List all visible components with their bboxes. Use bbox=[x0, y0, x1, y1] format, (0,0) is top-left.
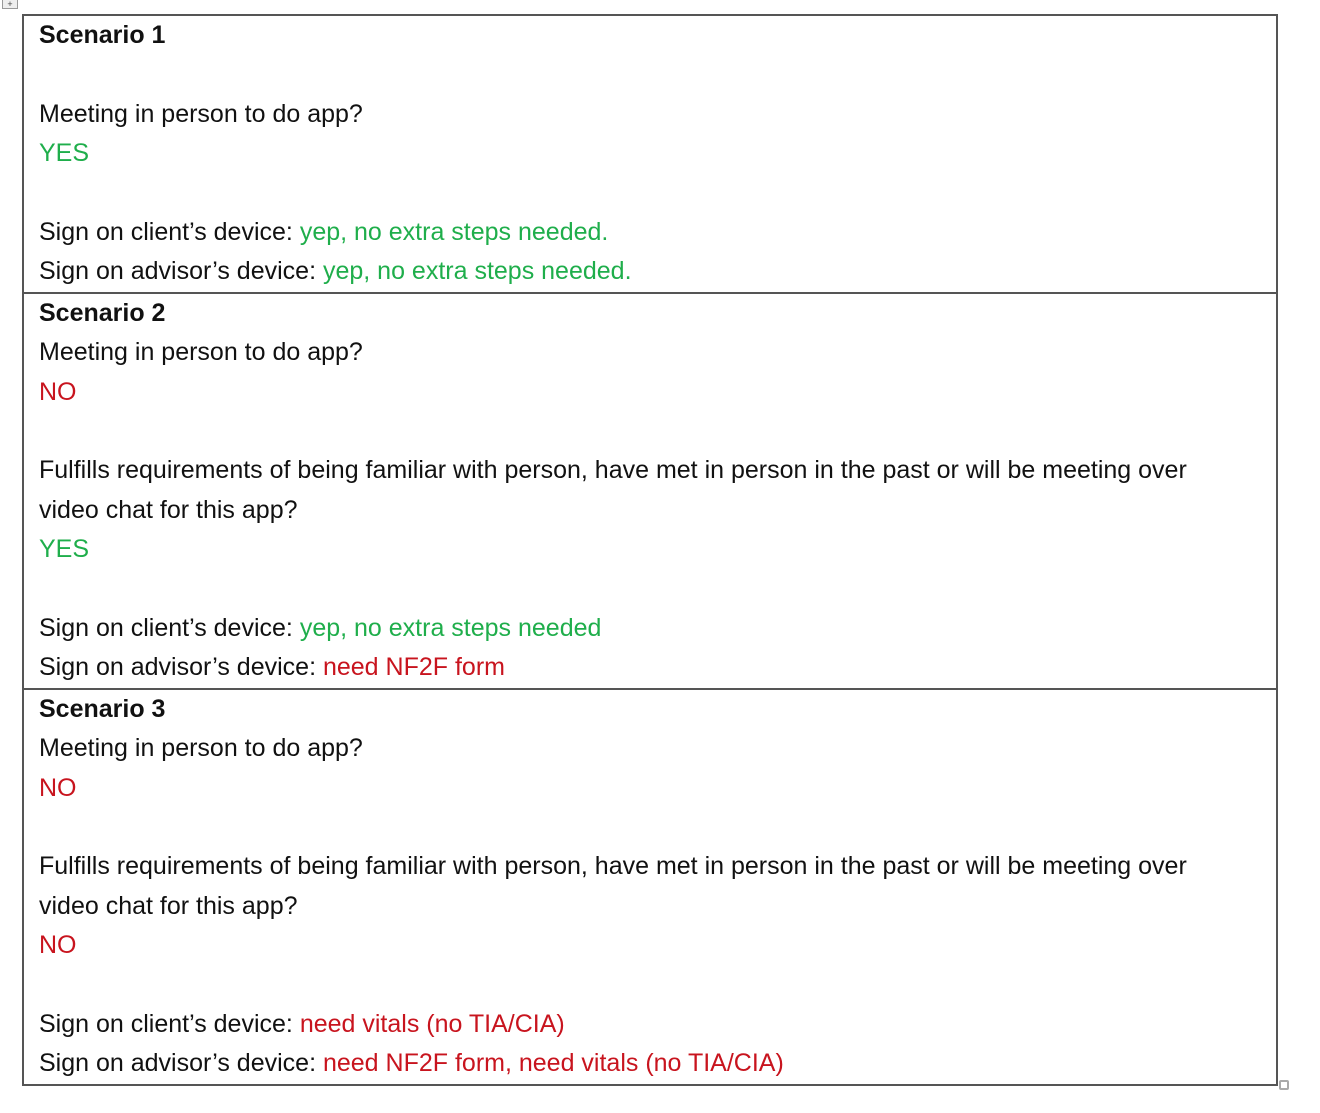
table-row bbox=[23, 15, 1277, 293]
client-device-line bbox=[39, 609, 1236, 648]
advisor-device-value: need NF2F form bbox=[322, 653, 505, 682]
blank-line bbox=[39, 570, 1236, 609]
advisor-device-value: yep, no extra steps needed. bbox=[322, 257, 632, 286]
scenario-title: Scenario 2 bbox=[39, 298, 166, 327]
question-familiar: Fulfills requirements of being familiar with person, have met in person in the past or will be meeting over video chat for this app? bbox=[39, 456, 1187, 524]
answer-familiar: NO bbox=[39, 931, 77, 960]
scenario-1-cell[interactable] bbox=[23, 15, 1277, 293]
table-row bbox=[23, 689, 1277, 1085]
client-device-value: yep, no extra steps needed bbox=[299, 614, 602, 643]
answer-in-person: YES bbox=[39, 139, 90, 168]
client-device-line bbox=[39, 213, 1236, 252]
answer-familiar: YES bbox=[39, 535, 90, 564]
question-familiar: Fulfills requirements of being familiar with person, have met in person in the past or will be meeting over video chat for this app? bbox=[39, 852, 1187, 920]
question-in-person: Meeting in person to do app? bbox=[39, 99, 363, 128]
advisor-device-label: Sign on advisor’s device: bbox=[39, 1049, 323, 1078]
question-in-person: Meeting in person to do app? bbox=[39, 338, 363, 367]
advisor-device-line bbox=[39, 252, 1236, 291]
blank-line bbox=[39, 412, 1236, 451]
table-row bbox=[23, 293, 1277, 689]
scenario-3-cell[interactable] bbox=[23, 689, 1277, 1085]
question-in-person: Meeting in person to do app? bbox=[39, 734, 363, 763]
advisor-device-label: Sign on advisor’s device: bbox=[39, 257, 323, 286]
client-device-label: Sign on client’s device: bbox=[39, 614, 300, 643]
scenario-2-cell[interactable] bbox=[23, 293, 1277, 689]
blank-line bbox=[39, 808, 1236, 847]
advisor-device-line bbox=[39, 648, 1236, 687]
scenario-title: Scenario 3 bbox=[39, 694, 166, 723]
answer-in-person: NO bbox=[39, 773, 77, 802]
table-move-handle[interactable]: + bbox=[2, 0, 18, 9]
blank-line bbox=[39, 174, 1236, 213]
advisor-device-line bbox=[39, 1044, 1236, 1083]
scenario-title: Scenario 1 bbox=[39, 21, 166, 49]
client-device-value: need vitals (no TIA/CIA) bbox=[299, 1010, 565, 1039]
advisor-device-value: need NF2F form, need vitals (no TIA/CIA) bbox=[322, 1049, 784, 1078]
scenarios-table bbox=[22, 14, 1278, 1086]
client-device-label: Sign on client’s device: bbox=[39, 1010, 300, 1039]
answer-in-person: NO bbox=[39, 377, 77, 406]
client-device-label: Sign on client’s device: bbox=[39, 218, 300, 246]
blank-line bbox=[39, 55, 1236, 94]
advisor-device-label: Sign on advisor’s device: bbox=[39, 653, 323, 682]
client-device-line bbox=[39, 1005, 1236, 1044]
client-device-value: yep, no extra steps needed. bbox=[299, 218, 609, 246]
table-resize-handle[interactable] bbox=[1279, 1080, 1289, 1090]
blank-line bbox=[39, 966, 1236, 1005]
